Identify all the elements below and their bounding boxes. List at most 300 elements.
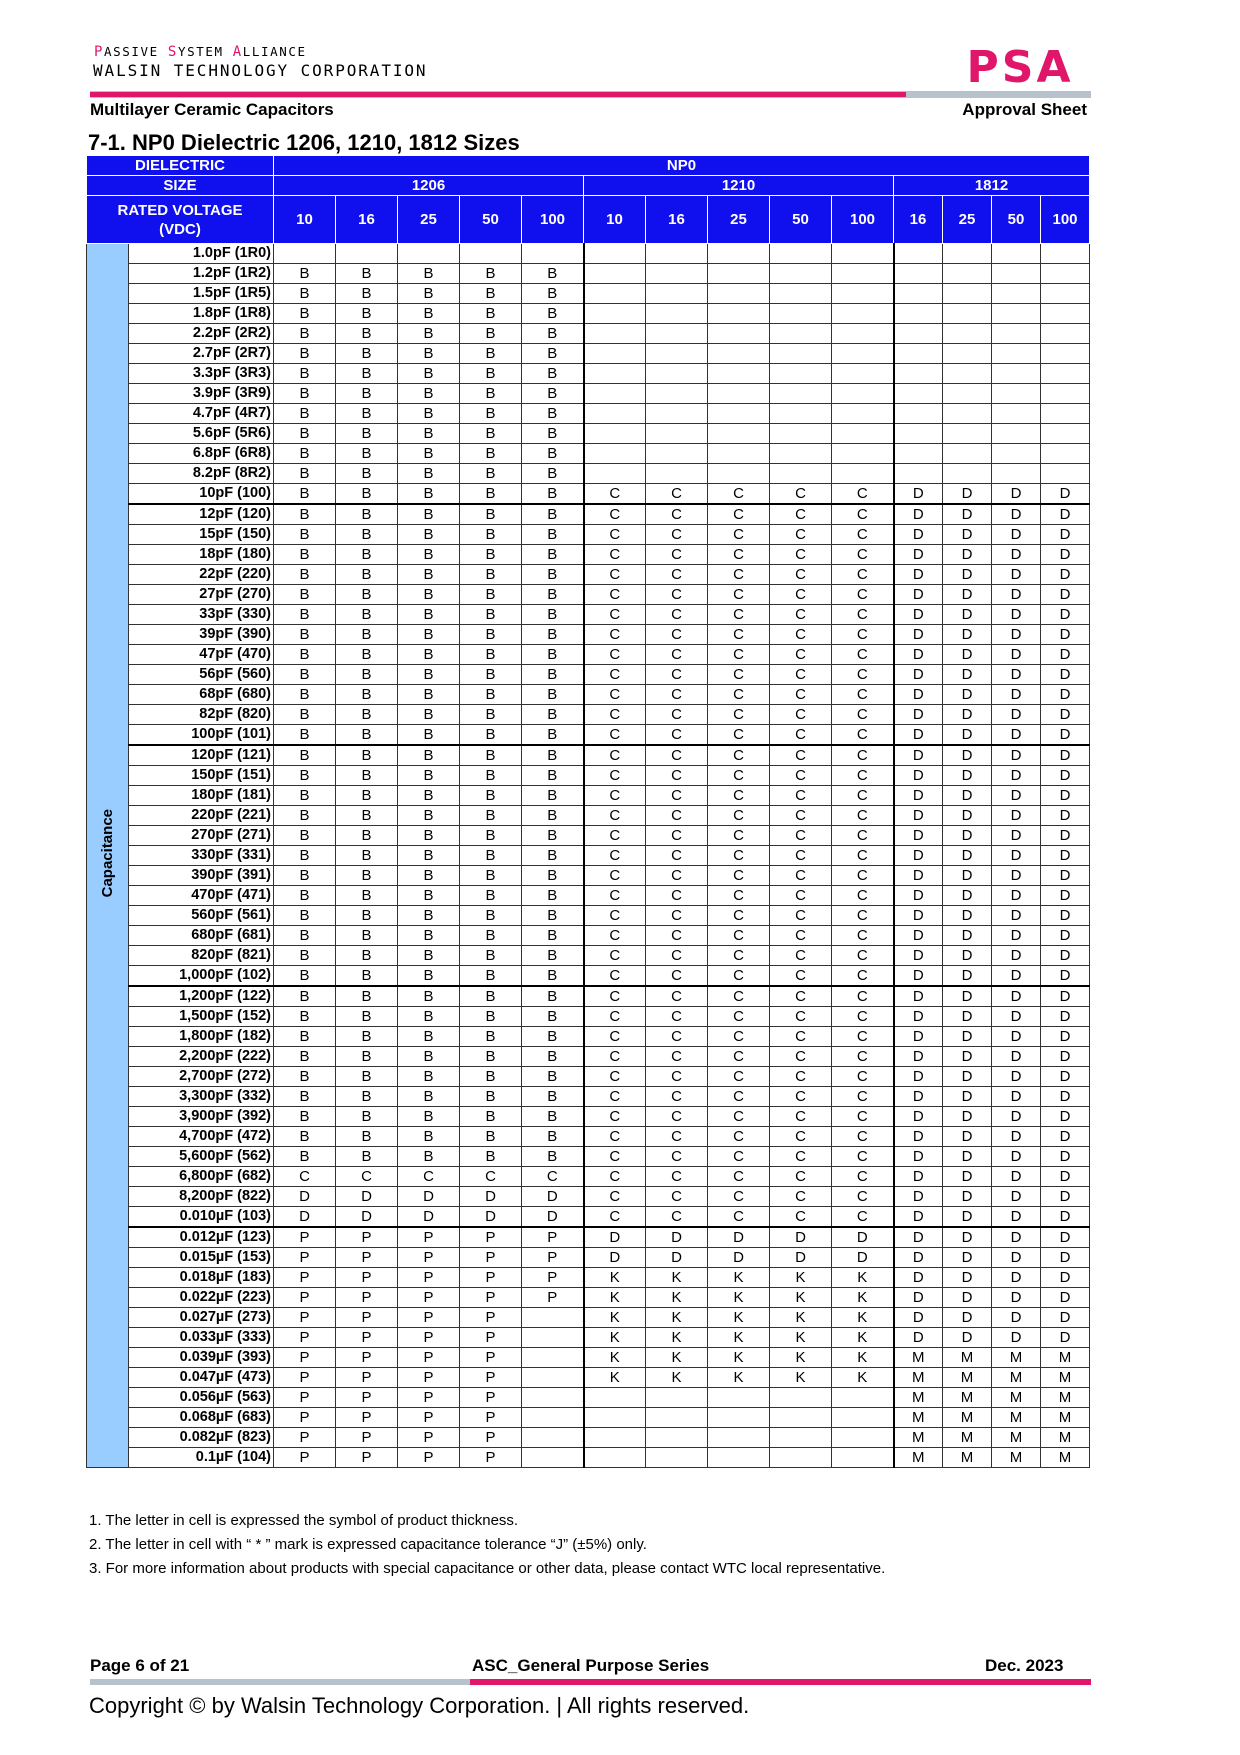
thickness-cell: C [832,1027,894,1047]
size-1206: 1206 [274,176,584,196]
thickness-cell: C [708,906,770,926]
thickness-cell [708,284,770,304]
table-row [87,645,1090,665]
thickness-cell: C [832,826,894,846]
table-row [87,1388,1090,1408]
table-row [87,1408,1090,1428]
voltage-header: 100 [1041,196,1090,244]
thickness-cell: B [460,685,522,705]
table-row [87,1167,1090,1187]
thickness-cell [770,404,832,424]
thickness-cell: B [274,1067,336,1087]
thickness-cell: B [398,344,460,364]
thickness-cell: D [894,504,943,525]
thickness-cell: B [398,966,460,987]
thickness-cell: C [832,766,894,786]
thickness-cell: P [460,1428,522,1448]
thickness-cell: C [460,1167,522,1187]
thickness-cell: D [943,1248,992,1268]
thickness-cell: P [460,1348,522,1368]
thickness-cell [1041,424,1090,444]
thickness-cell [522,1308,584,1328]
thickness-cell: C [832,525,894,545]
thickness-cell: C [584,846,646,866]
thickness-cell: C [584,1207,646,1228]
thickness-cell: B [274,705,336,725]
thickness-cell: C [584,966,646,987]
capacitance-value: 470pF (471) [129,886,274,906]
thickness-cell: B [398,866,460,886]
thickness-cell: C [584,484,646,505]
thickness-cell: P [274,1428,336,1448]
thickness-cell: D [992,926,1041,946]
thickness-cell: B [336,444,398,464]
thickness-cell [584,1428,646,1448]
thickness-cell: D [1041,886,1090,906]
thickness-cell [832,1448,894,1468]
voltage-header: 10 [584,196,646,244]
thickness-cell: C [770,1147,832,1167]
thickness-cell: D [943,1107,992,1127]
thickness-cell: D [584,1248,646,1268]
capacitance-value: 18pF (180) [129,545,274,565]
thickness-cell: C [646,685,708,705]
thickness-cell: M [992,1388,1041,1408]
thickness-cell: D [1041,1147,1090,1167]
thickness-cell: K [770,1288,832,1308]
thickness-cell: C [708,946,770,966]
thickness-cell: B [336,424,398,444]
thickness-cell: P [336,1388,398,1408]
thickness-cell: D [943,1227,992,1248]
thickness-cell: P [336,1368,398,1388]
capacitance-value: 1.8pF (1R8) [129,304,274,324]
thickness-cell: D [894,1248,943,1268]
thickness-cell: C [708,645,770,665]
thickness-cell: B [336,324,398,344]
thickness-cell: C [708,605,770,625]
thickness-cell [770,284,832,304]
thickness-cell: B [336,725,398,746]
thickness-cell: C [584,625,646,645]
thickness-cell [646,1408,708,1428]
thickness-cell: C [646,605,708,625]
thickness-cell: D [832,1248,894,1268]
thickness-cell: D [992,1107,1041,1127]
thickness-cell: B [460,545,522,565]
thickness-cell: P [336,1248,398,1268]
voltage-header: 25 [943,196,992,244]
capacitance-value: 1,200pF (122) [129,986,274,1007]
thickness-cell: C [646,826,708,846]
thickness-cell: P [398,1288,460,1308]
thickness-cell: B [522,846,584,866]
thickness-cell [646,384,708,404]
thickness-cell: M [992,1368,1041,1388]
thickness-cell: B [460,1147,522,1167]
thickness-cell: C [770,1027,832,1047]
thickness-cell [832,424,894,444]
table-row [87,284,1090,304]
thickness-cell: C [770,886,832,906]
voltage-header: 16 [894,196,943,244]
thickness-cell: D [992,625,1041,645]
thickness-cell: B [274,966,336,987]
thickness-cell: C [770,846,832,866]
thickness-cell: D [894,1328,943,1348]
thickness-cell [894,264,943,284]
thickness-cell [708,1428,770,1448]
thickness-cell: B [336,826,398,846]
thickness-cell [943,244,992,264]
thickness-cell: C [646,1207,708,1228]
thickness-cell: B [460,284,522,304]
thickness-cell [708,1408,770,1428]
thickness-cell: K [708,1368,770,1388]
table-row [87,1308,1090,1328]
thickness-cell [992,324,1041,344]
capacitance-value: 2.7pF (2R7) [129,344,274,364]
thickness-cell: C [832,685,894,705]
thickness-cell [708,384,770,404]
thickness-cell [522,1328,584,1348]
thickness-cell: D [992,1087,1041,1107]
thickness-cell: D [992,1127,1041,1147]
table-row [87,926,1090,946]
thickness-cell: C [646,585,708,605]
thickness-cell: B [460,404,522,424]
thickness-cell: B [398,766,460,786]
thickness-cell [584,244,646,264]
thickness-cell: C [646,1087,708,1107]
thickness-cell: B [522,685,584,705]
thickness-cell: B [522,766,584,786]
thickness-cell: D [943,1127,992,1147]
thickness-cell: B [274,324,336,344]
thickness-cell: D [894,946,943,966]
thickness-cell: C [646,1047,708,1067]
thickness-cell: D [943,1027,992,1047]
thickness-cell: B [274,404,336,424]
thickness-cell: B [460,946,522,966]
thickness-cell: B [522,264,584,284]
thickness-cell: C [584,725,646,746]
thickness-cell [992,264,1041,284]
table-row [87,1087,1090,1107]
table-row [87,1207,1090,1228]
thickness-cell: B [274,585,336,605]
capacitance-value: 0.082µF (823) [129,1428,274,1448]
thickness-cell: B [398,645,460,665]
thickness-cell: D [992,866,1041,886]
thickness-cell: B [460,966,522,987]
thickness-cell: D [894,846,943,866]
capacitance-value: 2.2pF (2R2) [129,324,274,344]
thickness-cell: B [522,1067,584,1087]
thickness-cell: B [460,826,522,846]
thickness-cell [992,384,1041,404]
thickness-cell: D [894,745,943,766]
table-row [87,344,1090,364]
thickness-cell: B [460,565,522,585]
thickness-cell: D [992,846,1041,866]
thickness-cell: M [992,1428,1041,1448]
capacitance-value: 0.018µF (183) [129,1268,274,1288]
thickness-cell: D [894,525,943,545]
thickness-cell: C [832,1067,894,1087]
thickness-cell: B [274,986,336,1007]
thickness-cell: B [522,565,584,585]
thickness-cell: D [992,705,1041,725]
thickness-cell: B [460,725,522,746]
thickness-cell [894,284,943,304]
thickness-cell: D [992,745,1041,766]
thickness-cell: C [770,986,832,1007]
thickness-cell [992,244,1041,264]
thickness-cell: B [522,585,584,605]
capacitance-value: 3,900pF (392) [129,1107,274,1127]
thickness-cell: B [274,484,336,505]
thickness-cell: B [398,846,460,866]
thickness-cell: D [943,1328,992,1348]
thickness-cell: B [522,1147,584,1167]
thickness-cell: D [943,745,992,766]
thickness-cell: C [708,484,770,505]
thickness-cell [708,304,770,324]
thickness-cell: D [894,725,943,746]
capacitance-value: 0.022µF (223) [129,1288,274,1308]
thickness-cell: C [646,1107,708,1127]
thickness-cell: D [460,1207,522,1228]
thickness-cell: K [584,1268,646,1288]
thickness-cell: C [584,705,646,725]
thickness-cell: P [398,1408,460,1428]
thickness-cell: P [522,1227,584,1248]
capacitance-value: 5.6pF (5R6) [129,424,274,444]
thickness-cell: B [336,625,398,645]
thickness-cell: D [894,966,943,987]
thickness-cell: B [336,545,398,565]
thickness-cell: P [336,1308,398,1328]
thickness-cell: B [522,1007,584,1027]
thickness-cell: D [943,504,992,525]
thickness-cell: D [708,1227,770,1248]
table-row [87,1027,1090,1047]
thickness-cell: D [943,886,992,906]
thickness-cell: C [770,806,832,826]
thickness-cell: P [398,1428,460,1448]
thickness-cell [1041,304,1090,324]
thickness-cell: M [894,1368,943,1388]
thickness-cell: B [274,886,336,906]
capacitance-value: 820pF (821) [129,946,274,966]
capacitance-value: 1.5pF (1R5) [129,284,274,304]
thickness-cell: C [832,906,894,926]
thickness-cell: B [460,364,522,384]
thickness-cell: D [1041,1308,1090,1328]
thickness-cell: C [832,1007,894,1027]
thickness-cell: D [943,605,992,625]
voltage-header: 50 [992,196,1041,244]
thickness-cell: B [522,324,584,344]
thickness-cell [943,444,992,464]
thickness-cell: B [398,1127,460,1147]
thickness-cell: C [708,966,770,987]
thickness-cell [992,364,1041,384]
thickness-cell: B [274,725,336,746]
thickness-cell [894,304,943,324]
thickness-cell: D [894,1027,943,1047]
thickness-cell: B [336,685,398,705]
thickness-cell: B [336,1047,398,1067]
thickness-cell: C [832,625,894,645]
capacitance-value: 330pF (331) [129,846,274,866]
thickness-cell: D [460,1187,522,1207]
thickness-cell: B [398,264,460,284]
thickness-cell [646,464,708,484]
thickness-cell: B [274,946,336,966]
thickness-cell [832,464,894,484]
thickness-cell: B [398,444,460,464]
thickness-cell [522,1368,584,1388]
thickness-cell [708,264,770,284]
thickness-cell: B [274,364,336,384]
voltage-header: 25 [398,196,460,244]
thickness-cell: M [894,1348,943,1368]
thickness-cell: D [1041,545,1090,565]
thickness-cell [646,1428,708,1448]
thickness-cell: C [584,1107,646,1127]
thickness-cell [522,1428,584,1448]
thickness-cell: P [460,1288,522,1308]
thickness-cell: C [336,1167,398,1187]
thickness-cell: C [832,886,894,906]
thickness-cell [708,444,770,464]
thickness-cell: P [398,1388,460,1408]
thickness-cell [832,444,894,464]
thickness-cell: B [336,745,398,766]
thickness-cell: D [894,1187,943,1207]
thickness-cell: C [770,786,832,806]
thickness-cell [832,404,894,424]
thickness-cell: D [336,1187,398,1207]
thickness-cell: B [274,665,336,685]
thickness-cell: B [336,1107,398,1127]
thickness-cell: B [522,404,584,424]
thickness-cell: D [274,1187,336,1207]
thickness-cell: D [1041,565,1090,585]
thickness-cell: D [992,565,1041,585]
thickness-cell [943,364,992,384]
thickness-cell: K [770,1348,832,1368]
voltage-header: 50 [460,196,522,244]
thickness-cell: C [584,866,646,886]
thickness-cell: D [770,1248,832,1268]
thickness-cell: C [584,745,646,766]
thickness-cell: D [992,525,1041,545]
thickness-cell: C [584,1027,646,1047]
thickness-cell: C [708,1127,770,1147]
thickness-cell: C [646,1147,708,1167]
thickness-cell: D [1041,906,1090,926]
thickness-cell: D [832,1227,894,1248]
capacitance-value: 6,800pF (682) [129,1167,274,1187]
thickness-cell: K [584,1288,646,1308]
thickness-cell: D [1041,705,1090,725]
thickness-cell [894,244,943,264]
thickness-cell: B [336,1127,398,1147]
thickness-cell: B [398,806,460,826]
thickness-cell: P [522,1268,584,1288]
thickness-cell: D [943,585,992,605]
thickness-cell: C [770,565,832,585]
table-row [87,525,1090,545]
thickness-cell: B [336,966,398,987]
thickness-cell: P [398,1227,460,1248]
thickness-cell: B [460,1007,522,1027]
thickness-cell: D [584,1227,646,1248]
capacitance-value: 6.8pF (6R8) [129,444,274,464]
thickness-cell: D [992,786,1041,806]
thickness-cell [992,304,1041,324]
thickness-cell: B [274,525,336,545]
capacitance-value: 2,700pF (272) [129,1067,274,1087]
thickness-cell: P [274,1328,336,1348]
thickness-cell: P [398,1308,460,1328]
thickness-cell: D [943,645,992,665]
thickness-cell: D [1041,665,1090,685]
thickness-cell: D [992,504,1041,525]
thickness-cell: D [992,605,1041,625]
thickness-cell: C [708,565,770,585]
thickness-cell: B [398,484,460,505]
thickness-cell: B [398,926,460,946]
capacitance-value: 8.2pF (8R2) [129,464,274,484]
capacitance-value: 1,800pF (182) [129,1027,274,1047]
table-row [87,665,1090,685]
thickness-cell [832,264,894,284]
thickness-cell: D [1041,766,1090,786]
thickness-cell: D [1041,725,1090,746]
thickness-cell: D [992,685,1041,705]
voltage-header: 50 [770,196,832,244]
thickness-cell: D [894,806,943,826]
thickness-cell [584,264,646,284]
thickness-cell: B [522,625,584,645]
size-1812: 1812 [894,176,1090,196]
thickness-cell: D [894,685,943,705]
thickness-cell: B [460,886,522,906]
thickness-cell: C [646,1027,708,1047]
thickness-cell: D [943,766,992,786]
table-row [87,1428,1090,1448]
thickness-cell: C [646,1127,708,1147]
thickness-cell: B [522,605,584,625]
thickness-cell [584,404,646,424]
thickness-cell: B [398,424,460,444]
table-row [87,444,1090,464]
thickness-cell: C [770,1067,832,1087]
thickness-cell: P [274,1368,336,1388]
thickness-cell: C [770,1087,832,1107]
thickness-cell: D [336,1207,398,1228]
thickness-cell: D [943,1268,992,1288]
voltage-header: 25 [708,196,770,244]
thickness-cell: B [398,685,460,705]
table-row [87,605,1090,625]
thickness-cell: B [460,344,522,364]
thickness-cell: D [894,1067,943,1087]
